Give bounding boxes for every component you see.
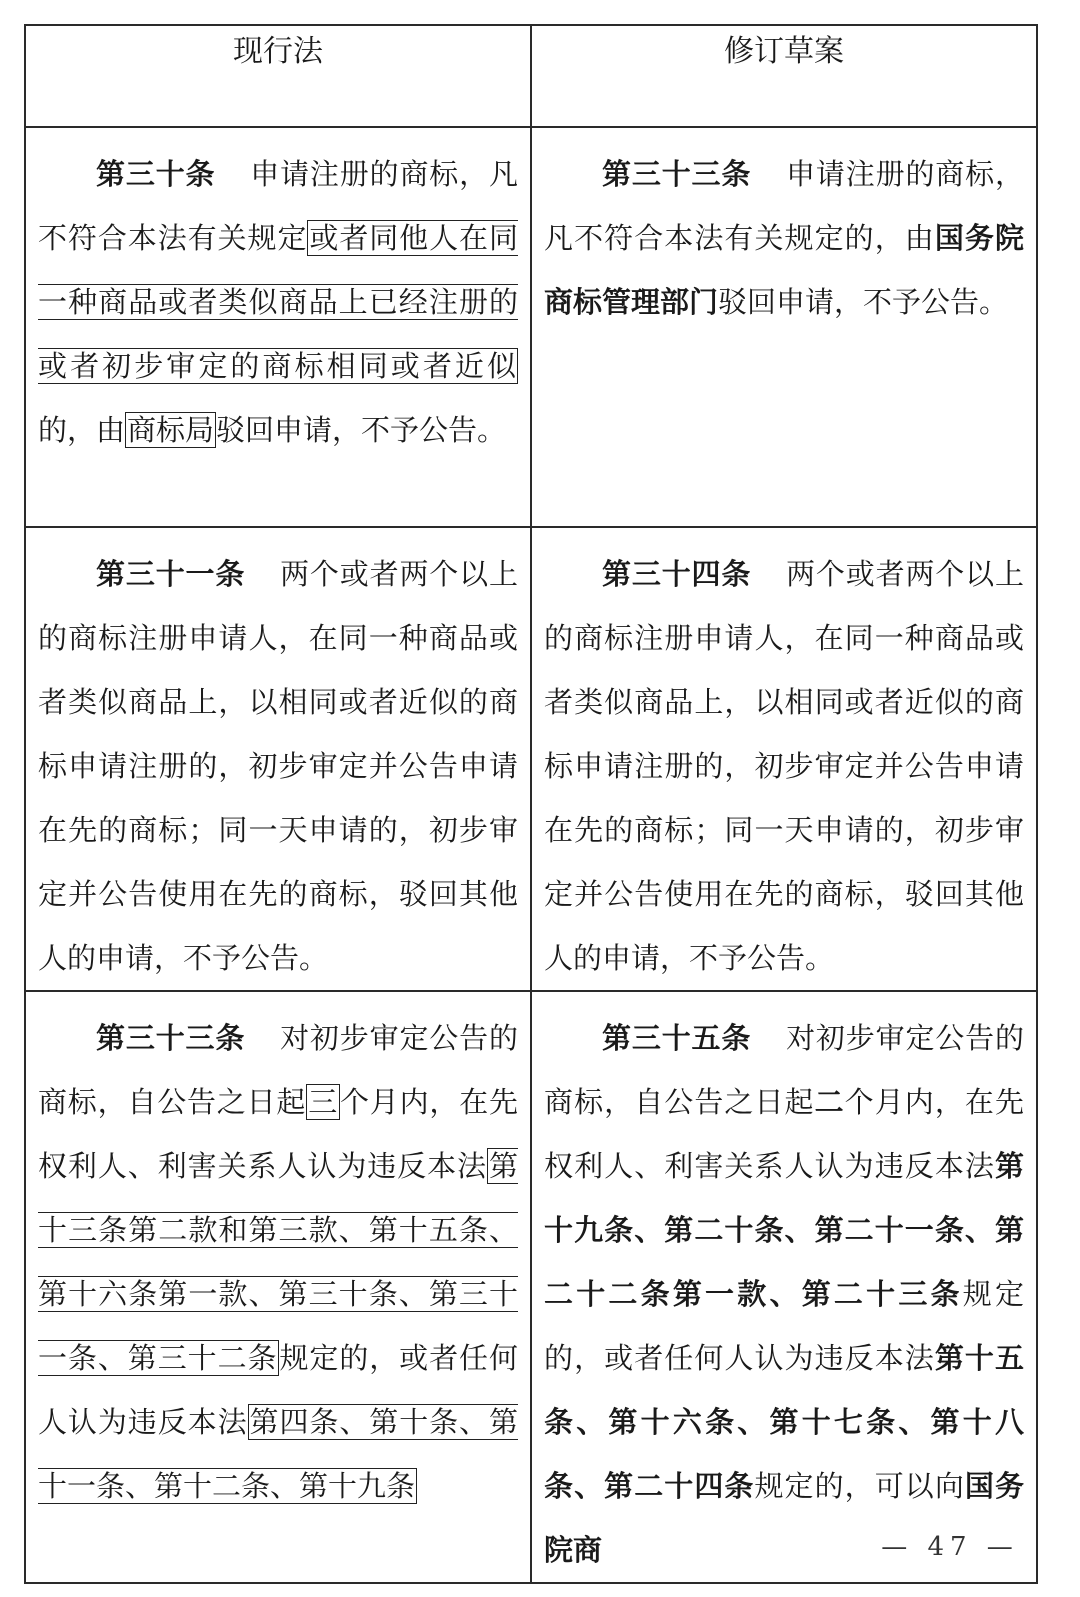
bold-revision-text: 二 <box>814 1085 845 1119</box>
table-row <box>25 527 1037 991</box>
article-body-text: 驳回申请，不予公告。 <box>216 413 507 447</box>
article-body-text: 个月内，在先权利人、利害关系人认为违反本法 <box>38 1085 518 1183</box>
header-row <box>25 25 1037 127</box>
table-row <box>25 991 1037 1583</box>
article-number: 第三十一条 <box>96 557 246 591</box>
article-body-text: 对初步审定公告的商标，自公告之日起 <box>544 1021 1024 1119</box>
boxed-deleted-text: 商标局 <box>127 413 215 447</box>
article-body-text: 规定的，或者任何人认为违反本法 <box>544 1277 1024 1375</box>
boxed-deleted-text: 或者同他人在同一种商品或者类似商品上已经注册的或者初步审定的商标相同或者近似 <box>38 221 518 383</box>
article-body-text: 对初步审定公告的商标，自公告之日起 <box>38 1021 518 1119</box>
article-text <box>544 142 1024 334</box>
article-text <box>544 542 1024 990</box>
boxed-deleted-text: 第十三条第二款和第三款、第十五条、第十六条第一款、第三十条、第三十一条、第三十二条 <box>38 1149 518 1375</box>
revised-draft-cell <box>531 127 1037 527</box>
bold-revision-text: 国务院商 <box>544 1469 1024 1567</box>
current-law-cell <box>25 127 531 527</box>
article-number: 第三十三条 <box>96 1021 246 1055</box>
article-text <box>38 1006 518 1518</box>
table-row <box>25 127 1037 527</box>
current-law-cell <box>25 991 531 1583</box>
boxed-deleted-text: 三 <box>308 1085 338 1119</box>
article-number: 第三十五条 <box>602 1021 752 1055</box>
article-text <box>544 1006 1024 1582</box>
article-body-text: 规定的，或者任何人认为违反本法 <box>38 1341 518 1439</box>
boxed-deleted-text: 第四条、第十条、第十一条、第十二条、第十九条 <box>38 1405 518 1503</box>
article-body-text: 申请注册的商标，凡不符合本法有关规定的，由 <box>544 157 1024 255</box>
article-text <box>38 142 518 462</box>
current-law-cell <box>25 527 531 991</box>
revised-draft-cell <box>531 527 1037 991</box>
article-text <box>38 542 518 990</box>
bold-revision-text: 第十九条、第二十条、第二十一条、第二十二条第一款、第二十三条 <box>544 1149 1024 1311</box>
page-number: — 47 — <box>881 1532 1019 1562</box>
article-number: 第三十三条 <box>602 157 752 191</box>
page-number-value: 47 <box>927 1532 973 1562</box>
article-number: 第三十四条 <box>602 557 752 591</box>
article-body-text: 规定的，可以向 <box>754 1469 965 1503</box>
bold-revision-text: 第十五条、第十六条、第十七条、第十八条、第二十四条 <box>544 1341 1024 1503</box>
bold-revision-text: 国务院商标管理部门 <box>544 221 1024 319</box>
comparison-table <box>24 24 1038 1584</box>
header-current-law: 现行法 <box>25 25 531 127</box>
article-body-text: 驳回申请，不予公告。 <box>718 285 1009 319</box>
revised-draft-cell <box>531 991 1037 1583</box>
article-body-text: 两个或者两个以上的商标注册申请人，在同一种商品或者类似商品上，以相同或者近似的商标申请注册的，初步审定并公告申请在先的商标；同一天申请的，初步审定并公告使用在先的商标，驳回其他人的申请，不予公告。 <box>544 557 1024 975</box>
article-body-text: 两个或者两个以上的商标注册申请人，在同一种商品或者类似商品上，以相同或者近似的商标申请注册的，初步审定并公告申请在先的商标；同一天申请的，初步审定并公告使用在先的商标，驳回其他人的申请，不予公告。 <box>38 557 518 975</box>
article-body-text: 个月内，在先权利人、利害关系人认为违反本法 <box>544 1085 1024 1183</box>
header-revised-draft: 修订草案 <box>531 25 1037 127</box>
article-body-text: 的，由 <box>38 413 126 447</box>
article-body-text: 申请注册的商标，凡不符合本法有关规定 <box>38 157 518 255</box>
article-number: 第三十条 <box>96 157 216 191</box>
